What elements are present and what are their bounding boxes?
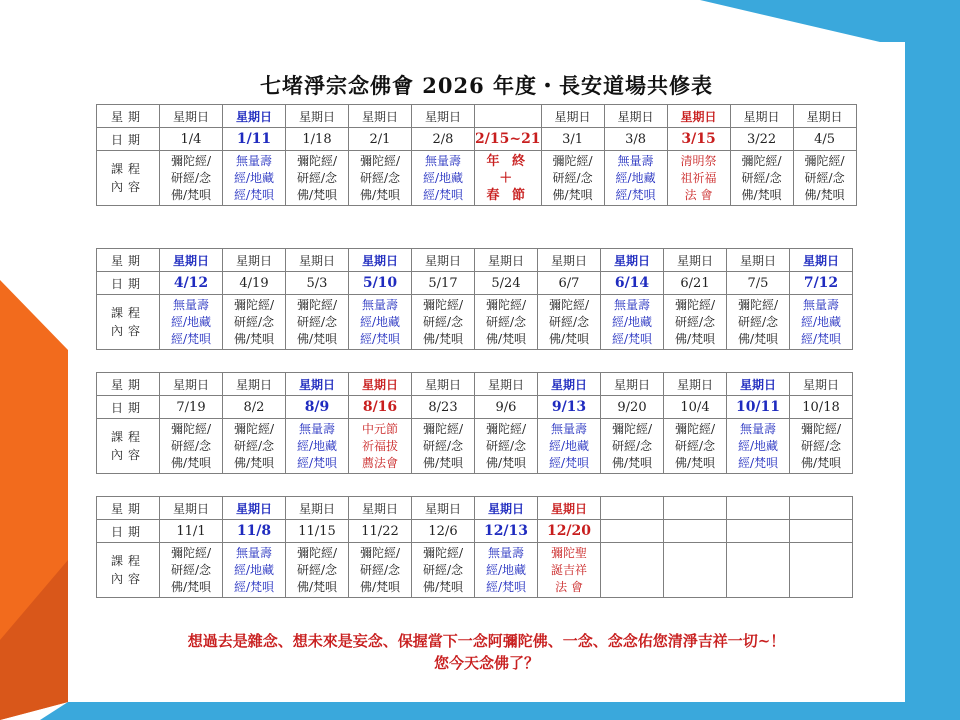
weekday-cell: 星期日	[730, 105, 793, 128]
course-cell	[475, 419, 538, 474]
course-line: 彌陀經/	[296, 153, 338, 168]
weekday-cell: 星期日	[538, 249, 601, 272]
date-cell: 3/15	[667, 128, 730, 151]
weekday-cell: 星期日	[727, 373, 790, 396]
course-line: 經/梵唄	[170, 331, 212, 346]
course-row	[97, 419, 853, 474]
course-line: 經/梵唄	[611, 331, 653, 346]
course-line: 研經/念	[422, 562, 464, 577]
course-label	[97, 295, 160, 350]
course-line: 研經/念	[548, 314, 590, 329]
date-cell: 12/13	[475, 520, 538, 543]
course-line: 經/地藏	[233, 562, 275, 577]
weekday-cell: 星期日	[664, 373, 727, 396]
course-line: 經/梵唄	[296, 455, 338, 470]
date-cell: 4/5	[793, 128, 856, 151]
course-label-line-1: 課程	[110, 430, 145, 444]
date-label: 日期	[97, 520, 160, 543]
course-row	[97, 543, 853, 598]
weekday-cell: 星期日	[412, 497, 475, 520]
date-cell: 8/2	[223, 396, 286, 419]
course-line: 佛/梵唄	[296, 579, 338, 594]
course-line: 經/梵唄	[548, 455, 590, 470]
course-cell	[286, 419, 349, 474]
week-row	[97, 105, 857, 128]
course-line: 彌陀經/	[552, 153, 593, 168]
sky-blue-bottom-shape	[40, 702, 905, 720]
date-cell: 1/4	[160, 128, 223, 151]
weekday-cell: 星期日	[223, 249, 286, 272]
date-row	[97, 396, 853, 419]
weekday-cell: 星期日	[160, 497, 223, 520]
weekday-cell: 星期日	[286, 373, 349, 396]
course-cell	[667, 151, 730, 206]
course-cell	[412, 151, 475, 206]
course-line: 清明祭	[680, 153, 717, 168]
course-cell	[160, 419, 223, 474]
weekday-cell: 星期日	[604, 105, 667, 128]
course-cell	[475, 295, 538, 350]
course-cell	[727, 543, 790, 598]
course-line: 中元節	[361, 421, 398, 436]
date-cell: 11/8	[223, 520, 286, 543]
course-cell	[223, 295, 286, 350]
weekday-cell: 星期日	[727, 249, 790, 272]
weekday-cell	[664, 497, 727, 520]
weekday-cell: 星期日	[349, 497, 412, 520]
course-label-line-1: 課程	[110, 162, 145, 176]
course-line: 佛/梵唄	[804, 187, 845, 202]
course-label-line-2: 內容	[110, 448, 145, 462]
course-line: 無量壽	[172, 297, 209, 312]
footer-message: 想過去是雜念、想未來是妄念、保握當下一念阿彌陀佛、一念、念念佑您清淨吉祥一切~！	[187, 632, 786, 650]
course-line: 彌陀經/	[674, 297, 716, 312]
course-line: 佛/梵唄	[422, 331, 464, 346]
weekday-cell: 星期日	[160, 249, 223, 272]
course-line: 誕吉祥	[550, 562, 587, 577]
course-line: 彌陀經/	[548, 297, 590, 312]
course-line: 佛/梵唄	[737, 331, 779, 346]
date-cell: 11/15	[286, 520, 349, 543]
weekday-cell: 星期日	[286, 105, 349, 128]
course-row	[97, 295, 853, 350]
course-cell	[664, 295, 727, 350]
course-line: 薦法會	[361, 455, 398, 470]
course-cell	[160, 151, 223, 206]
course-line: 無量壽	[617, 153, 654, 168]
course-line: 無量壽	[739, 421, 776, 436]
course-cell	[475, 151, 542, 206]
weekday-cell: 星期日	[286, 249, 349, 272]
course-line: 研經/念	[422, 314, 464, 329]
date-cell: 2/8	[412, 128, 475, 151]
date-cell: 9/6	[475, 396, 538, 419]
date-cell: 7/12	[790, 272, 853, 295]
course-line: 研經/念	[233, 314, 275, 329]
course-line: 經/地藏	[233, 170, 275, 185]
course-line: 無量壽	[298, 421, 335, 436]
course-cell	[664, 419, 727, 474]
course-label-line-1: 課程	[110, 554, 145, 568]
course-line: 彌陀經/	[800, 421, 842, 436]
weekday-cell: 星期日	[475, 497, 538, 520]
date-cell	[790, 520, 853, 543]
schedule-table-2	[96, 248, 853, 350]
course-line: 無量壽	[802, 297, 839, 312]
course-line: 研經/念	[359, 562, 401, 577]
date-cell: 10/11	[727, 396, 790, 419]
course-line: 年 終	[486, 153, 530, 169]
course-cell	[793, 151, 856, 206]
course-line: ＋	[499, 170, 517, 186]
weekday-cell: 星期日	[541, 105, 604, 128]
course-line: 春 節	[486, 187, 530, 203]
course-cell	[412, 295, 475, 350]
course-line: 經/梵唄	[800, 331, 842, 346]
course-line: 研經/念	[611, 438, 653, 453]
course-cell	[727, 295, 790, 350]
date-cell: 1/18	[286, 128, 349, 151]
course-line: 彌陀經/	[422, 297, 464, 312]
schedule-sheet	[68, 42, 905, 702]
date-cell: 8/9	[286, 396, 349, 419]
weekday-cell: 星期日	[412, 249, 475, 272]
date-cell	[727, 520, 790, 543]
course-line: 經/梵唄	[615, 187, 656, 202]
schedule-table-1	[96, 104, 857, 206]
course-line: 研經/念	[737, 314, 779, 329]
weekday-cell: 星期日	[664, 249, 727, 272]
course-line: 彌陀經/	[674, 421, 716, 436]
course-cell	[601, 295, 664, 350]
course-line: 佛/梵唄	[233, 455, 275, 470]
course-line: 經/地藏	[800, 314, 842, 329]
weekday-cell: 星期日	[160, 105, 223, 128]
course-line: 經/地藏	[548, 438, 590, 453]
date-cell: 2/1	[349, 128, 412, 151]
course-line: 佛/梵唄	[485, 455, 527, 470]
date-label: 日期	[97, 128, 160, 151]
course-line: 經/地藏	[296, 438, 338, 453]
course-line: 彌陀經/	[296, 297, 338, 312]
weekday-cell	[727, 497, 790, 520]
course-line: 佛/梵唄	[296, 331, 338, 346]
weekday-cell: 星期日	[223, 105, 286, 128]
course-label-line-2: 內容	[110, 572, 145, 586]
weekday-cell	[475, 105, 542, 128]
course-line: 祖祈福	[680, 170, 717, 185]
course-line: 祈福拔	[361, 438, 398, 453]
course-line: 彌陀經/	[804, 153, 845, 168]
course-line: 彌陀經/	[485, 297, 527, 312]
course-line: 研經/念	[800, 438, 842, 453]
course-line: 經/地藏	[170, 314, 212, 329]
course-line: 佛/梵唄	[359, 579, 401, 594]
weekday-cell: 星期日	[349, 105, 412, 128]
date-cell: 6/7	[538, 272, 601, 295]
weekday-cell: 星期日	[475, 373, 538, 396]
course-line: 研經/念	[296, 562, 338, 577]
course-line: 研經/念	[296, 170, 338, 185]
course-line: 佛/梵唄	[741, 187, 782, 202]
course-label-line-2: 內容	[110, 324, 145, 338]
course-cell	[349, 419, 412, 474]
course-line: 彌陀經/	[170, 545, 212, 560]
course-cell	[790, 419, 853, 474]
course-cell	[790, 295, 853, 350]
weekday-cell	[790, 497, 853, 520]
course-line: 經/地藏	[611, 314, 653, 329]
course-line: 研經/念	[674, 314, 716, 329]
course-cell	[538, 419, 601, 474]
date-cell: 12/6	[412, 520, 475, 543]
date-cell: 5/24	[475, 272, 538, 295]
weekday-cell: 星期日	[793, 105, 856, 128]
course-cell	[541, 151, 604, 206]
date-row	[97, 128, 857, 151]
course-line: 佛/梵唄	[233, 331, 275, 346]
course-line: 無量壽	[550, 421, 587, 436]
course-cell	[349, 543, 412, 598]
course-line: 佛/梵唄	[170, 455, 212, 470]
date-cell: 3/8	[604, 128, 667, 151]
date-cell: 5/3	[286, 272, 349, 295]
date-cell: 9/20	[601, 396, 664, 419]
course-cell	[286, 295, 349, 350]
course-line: 彌陀經/	[359, 545, 401, 560]
date-cell: 9/13	[538, 396, 601, 419]
weekday-cell: 星期日	[475, 249, 538, 272]
date-row	[97, 520, 853, 543]
week-label: 星期	[97, 497, 160, 520]
weekday-cell: 星期日	[601, 373, 664, 396]
date-cell: 3/1	[541, 128, 604, 151]
weekday-cell: 星期日	[160, 373, 223, 396]
course-line: 佛/梵唄	[422, 455, 464, 470]
course-line: 彌陀經/	[611, 421, 653, 436]
course-row	[97, 151, 857, 206]
date-cell: 1/11	[223, 128, 286, 151]
weekday-cell: 星期日	[667, 105, 730, 128]
course-line: 佛/梵唄	[485, 331, 527, 346]
weekday-cell: 星期日	[790, 373, 853, 396]
course-line: 彌陀經/	[359, 153, 401, 168]
course-cell	[349, 151, 412, 206]
course-cell	[664, 543, 727, 598]
weekday-cell: 星期日	[412, 105, 475, 128]
course-cell	[538, 295, 601, 350]
course-cell	[601, 543, 664, 598]
weekday-cell	[601, 497, 664, 520]
date-cell: 6/14	[601, 272, 664, 295]
course-line: 研經/念	[296, 314, 338, 329]
date-cell	[601, 520, 664, 543]
course-label	[97, 543, 160, 598]
weekday-cell: 星期日	[538, 497, 601, 520]
week-row	[97, 497, 853, 520]
date-row	[97, 272, 853, 295]
weekday-cell: 星期日	[349, 373, 412, 396]
week-label: 星期	[97, 105, 160, 128]
course-line: 彌陀經/	[233, 297, 275, 312]
course-line: 研經/念	[170, 562, 212, 577]
date-cell: 4/12	[160, 272, 223, 295]
date-cell: 8/16	[349, 396, 412, 419]
date-cell: 8/23	[412, 396, 475, 419]
course-line: 經/梵唄	[233, 187, 275, 202]
course-line: 彌陀經/	[170, 153, 212, 168]
course-cell	[538, 543, 601, 598]
course-line: 無量壽	[424, 153, 461, 168]
date-cell: 7/5	[727, 272, 790, 295]
course-cell	[223, 151, 286, 206]
weekday-cell: 星期日	[790, 249, 853, 272]
date-cell: 12/20	[538, 520, 601, 543]
date-cell: 6/21	[664, 272, 727, 295]
course-line: 彌陀經/	[485, 421, 527, 436]
course-line: 研經/念	[485, 314, 527, 329]
course-line: 研經/念	[359, 170, 401, 185]
course-line: 經/地藏	[422, 170, 464, 185]
week-row	[97, 249, 853, 272]
course-label-line-2: 內容	[110, 180, 145, 194]
date-cell: 11/22	[349, 520, 412, 543]
course-cell	[286, 543, 349, 598]
weekday-cell: 星期日	[601, 249, 664, 272]
course-line: 彌陀經/	[170, 421, 212, 436]
course-label-line-1: 課程	[110, 306, 145, 320]
date-cell: 2/15~21	[475, 128, 542, 151]
course-cell	[223, 419, 286, 474]
course-line: 彌陀經/	[737, 297, 779, 312]
course-line: 彌陀經/	[296, 545, 338, 560]
date-cell: 5/10	[349, 272, 412, 295]
week-row	[97, 373, 853, 396]
date-cell	[664, 520, 727, 543]
schedule-table-3	[96, 372, 853, 474]
date-cell: 11/1	[160, 520, 223, 543]
course-line: 佛/梵唄	[170, 579, 212, 594]
course-line: 無量壽	[235, 545, 272, 560]
course-line: 研經/念	[741, 170, 782, 185]
course-cell	[412, 543, 475, 598]
course-cell	[727, 419, 790, 474]
weekday-cell: 星期日	[223, 497, 286, 520]
course-line: 佛/梵唄	[611, 455, 653, 470]
week-label: 星期	[97, 373, 160, 396]
course-line: 研經/念	[804, 170, 845, 185]
document-title: 七堵淨宗念佛會 2026 年度・長安道場共修表	[259, 73, 714, 98]
weekday-cell: 星期日	[538, 373, 601, 396]
course-line: 法 會	[555, 579, 583, 594]
course-line: 無量壽	[361, 297, 398, 312]
course-line: 佛/梵唄	[548, 331, 590, 346]
weekday-cell: 星期日	[286, 497, 349, 520]
course-line: 彌陀聖	[550, 545, 587, 560]
weekday-cell: 星期日	[223, 373, 286, 396]
course-line: 彌陀經/	[741, 153, 782, 168]
date-cell: 10/4	[664, 396, 727, 419]
course-line: 彌陀經/	[422, 421, 464, 436]
course-line: 經/地藏	[737, 438, 779, 453]
course-line: 經/梵唄	[233, 579, 275, 594]
date-cell: 3/22	[730, 128, 793, 151]
course-line: 法 會	[684, 187, 713, 202]
date-cell: 5/17	[412, 272, 475, 295]
course-cell	[349, 295, 412, 350]
course-line: 經/地藏	[615, 170, 656, 185]
course-line: 研經/念	[170, 438, 212, 453]
date-cell: 10/18	[790, 396, 853, 419]
course-line: 經/梵唄	[422, 187, 464, 202]
week-label: 星期	[97, 249, 160, 272]
course-line: 經/梵唄	[485, 579, 527, 594]
course-line: 佛/梵唄	[800, 455, 842, 470]
schedule-table-4	[96, 496, 853, 598]
course-line: 研經/念	[233, 438, 275, 453]
course-line: 無量壽	[487, 545, 524, 560]
course-cell	[475, 543, 538, 598]
course-line: 研經/念	[485, 438, 527, 453]
course-line: 佛/梵唄	[359, 187, 401, 202]
course-cell	[604, 151, 667, 206]
course-line: 經/地藏	[485, 562, 527, 577]
course-cell	[223, 543, 286, 598]
course-cell	[160, 543, 223, 598]
course-line: 彌陀經/	[422, 545, 464, 560]
course-label	[97, 419, 160, 474]
footer-question: 您今天念佛了？	[433, 654, 539, 672]
course-cell	[730, 151, 793, 206]
course-line: 佛/梵唄	[674, 455, 716, 470]
course-cell	[412, 419, 475, 474]
course-label	[97, 151, 160, 206]
course-line: 佛/梵唄	[674, 331, 716, 346]
course-line: 佛/梵唄	[552, 187, 593, 202]
course-cell	[286, 151, 349, 206]
course-line: 研經/念	[674, 438, 716, 453]
date-cell: 7/19	[160, 396, 223, 419]
course-line: 經/梵唄	[737, 455, 779, 470]
course-line: 無量壽	[235, 153, 272, 168]
date-cell: 4/19	[223, 272, 286, 295]
course-cell	[160, 295, 223, 350]
course-cell	[790, 543, 853, 598]
date-label: 日期	[97, 396, 160, 419]
course-line: 佛/梵唄	[422, 579, 464, 594]
course-line: 彌陀經/	[233, 421, 275, 436]
course-line: 佛/梵唄	[170, 187, 212, 202]
course-line: 研經/念	[422, 438, 464, 453]
course-line: 研經/念	[170, 170, 212, 185]
course-line: 經/地藏	[359, 314, 401, 329]
course-line: 研經/念	[552, 170, 593, 185]
course-line: 無量壽	[613, 297, 650, 312]
course-line: 經/梵唄	[359, 331, 401, 346]
weekday-cell: 星期日	[349, 249, 412, 272]
course-line: 佛/梵唄	[296, 187, 338, 202]
date-label: 日期	[97, 272, 160, 295]
weekday-cell: 星期日	[412, 373, 475, 396]
course-cell	[601, 419, 664, 474]
